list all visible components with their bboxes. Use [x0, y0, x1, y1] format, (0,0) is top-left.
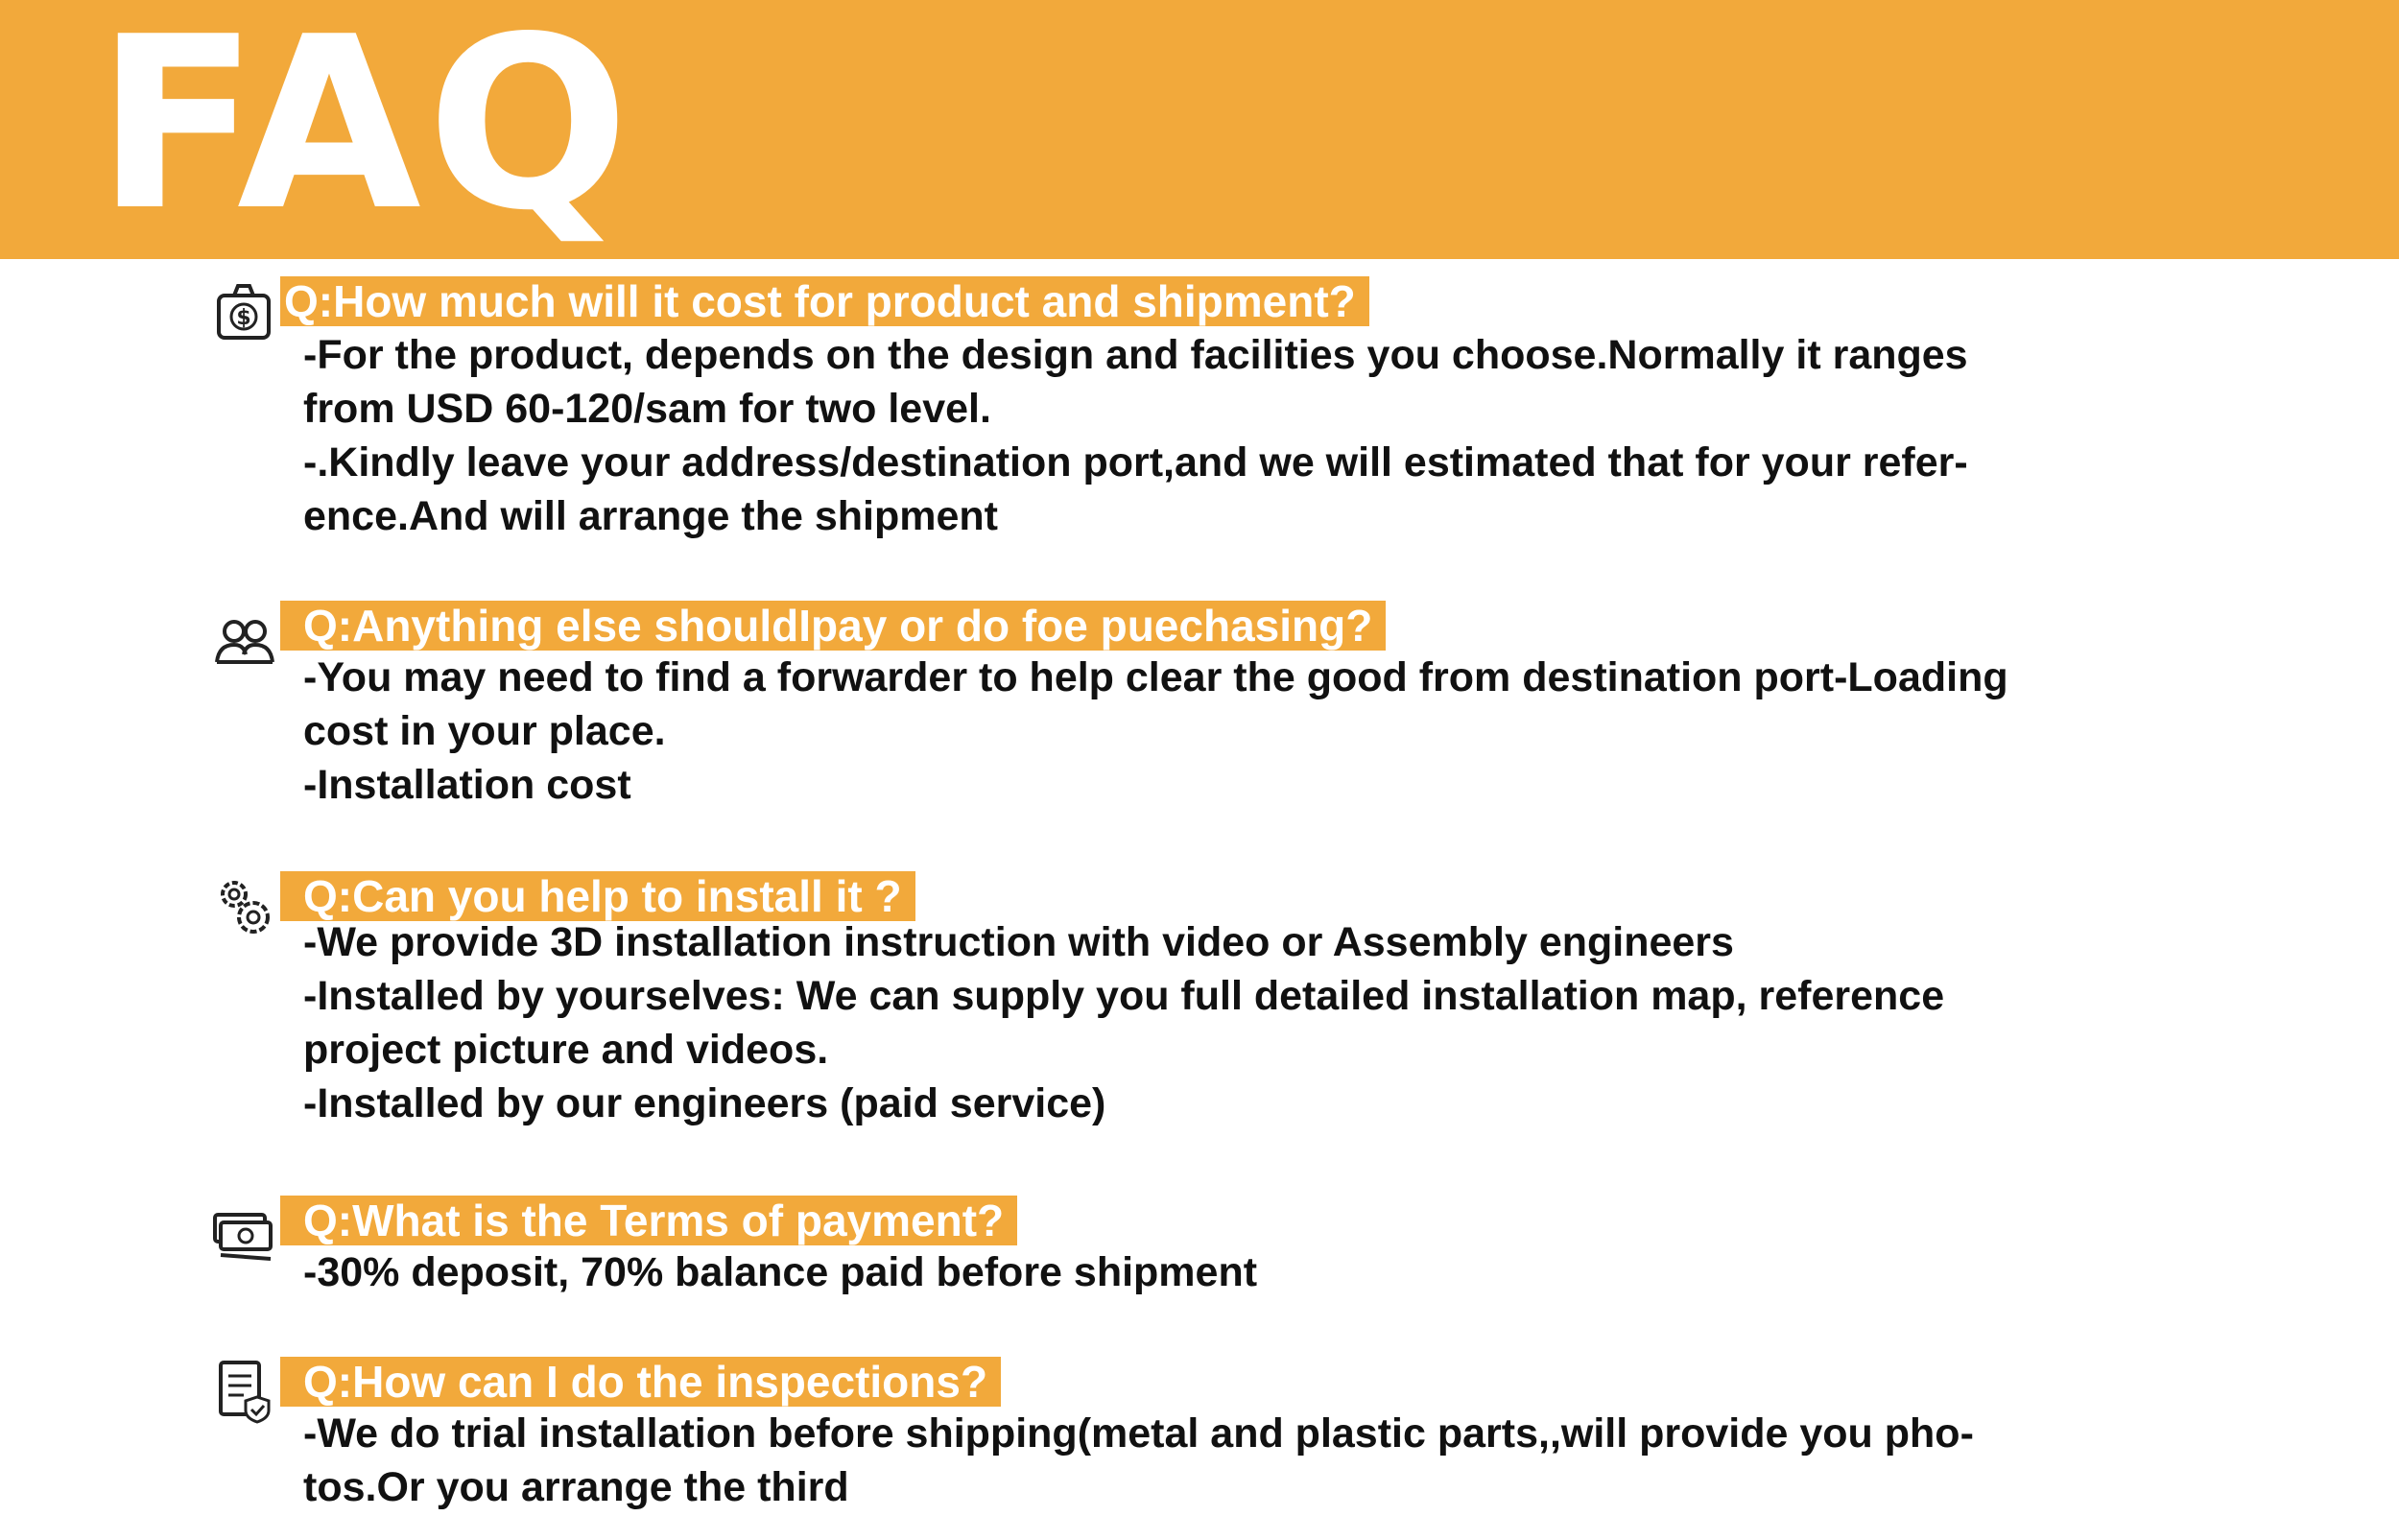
faq-question-extra-costs: Q:Anything else shouldIpay or do foe puechasing? — [280, 601, 1386, 651]
answer-line: -Installed by yourselves: We can supply you full detailed installation map, reference — [303, 973, 1945, 1019]
gears-icon — [209, 871, 278, 940]
answer-line: -.Kindly leave your address/destination port,and we will estimated that for your refer- — [303, 439, 1968, 486]
answer-line: -We do trial installation before shipping(metal and plastic parts,,will provide you pho- — [303, 1410, 1974, 1457]
cash-stack-icon — [209, 1197, 278, 1267]
faq-question-inspections: Q:How can I do the inspections? — [280, 1357, 1001, 1407]
answer-line: project picture and videos. — [303, 1027, 829, 1073]
faq-answer-cost — [303, 328, 2184, 543]
answer-line: -For the product, depends on the design and facilities you choose.Normally it ranges — [303, 332, 1968, 378]
header-banner — [0, 0, 2399, 263]
faq-answer-inspections — [303, 1407, 2184, 1514]
faq-question-payment: Q:What is the Terms of payment? — [280, 1196, 1017, 1245]
faq-question-cost: Q:How much will it cost for product and shipment? — [280, 276, 1369, 326]
users-icon — [209, 604, 278, 674]
page-title: FAQ — [96, 0, 635, 263]
inspection-document-icon — [209, 1357, 278, 1426]
answer-line: -Installation cost — [303, 762, 631, 808]
answer-line: -You may need to find a forwarder to help clear the good from destination port-Loading — [303, 654, 2008, 700]
answer-line: -Installed by our engineers (paid service) — [303, 1080, 1106, 1126]
svg-text:$: $ — [236, 306, 251, 330]
answer-line: -30% deposit, 70% balance paid before shipment — [303, 1249, 1258, 1295]
faq-answer-payment — [303, 1245, 2184, 1299]
answer-line: ence.And will arrange the shipment — [303, 493, 998, 539]
money-bag-icon — [209, 276, 278, 345]
answer-line: from USD 60-120/sam for two level. — [303, 386, 991, 432]
faq-answer-installation — [303, 915, 2184, 1130]
answer-line: tos.Or you arrange the third — [303, 1464, 849, 1510]
answer-line: cost in your place. — [303, 708, 666, 754]
faq-question-installation: Q:Can you help to install it ? — [280, 871, 915, 921]
answer-line: -We provide 3D installation instruction with video or Assembly engineers — [303, 919, 1734, 965]
faq-answer-extra-costs — [303, 651, 2184, 812]
